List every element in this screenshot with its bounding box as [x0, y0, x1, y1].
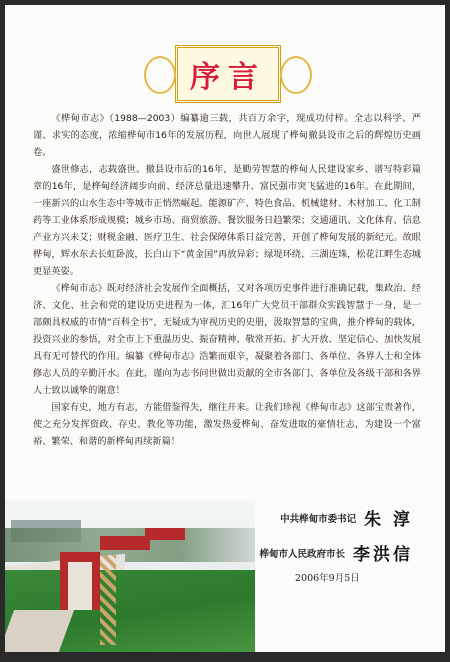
signer-role: 桦甸市人民政府市长	[259, 548, 345, 560]
signer-row	[213, 505, 413, 530]
red-sculpture-beam-far	[145, 528, 185, 540]
helix-sculpture	[100, 555, 116, 645]
preface-body	[33, 110, 421, 450]
signer-row	[213, 540, 413, 565]
signer-name: 李洪信	[353, 545, 413, 565]
preface-page	[5, 5, 445, 652]
red-sculpture-beam	[100, 536, 150, 550]
signer-role: 中共桦甸市委书记	[280, 513, 357, 525]
paragraph-1: 《桦甸市志》（1988—2003）编纂逾三载，共百万余字，现成功付梓。全志以科学、严谨、求实的态度，浓缩桦甸市16年的发展历程，向世人展现了桦甸撤县设市之后的辉煌历史画卷。	[33, 113, 421, 158]
paragraph-3: 《桦甸市志》既对经济社会发展作全面概括，又对各项历史事件进行准确记载，集政治、经济、文化、社会和党的建设历史进程为一体，汇16年广大党员干部群众实践智慧于一身，是一部颇具权威的市情“百科全书”，无疑成为审视历史的史册，汲取智慧的宝典，推介桦甸的载体，投资兴业的参悟，对全市上下重温历史、振奋精神、敬常开拓、扩大开放、坚定信心、加快发展具有无可替代的作用。编纂《桦甸市志》浩繁而艰辛，凝聚着各部门、各单位、各界人士和全体修志人员的辛勤汗水。在此，谨向为志书问世做出贡献的全市各部门、各单位及各级干部和各界人士致以诚挚的谢意！	[33, 283, 421, 396]
signature-date: 2006年9月5日	[295, 573, 360, 584]
red-sculpture-frame	[60, 552, 100, 610]
paragraph-4: 国家有史，地方有志，方能借鉴得失，继往开来。让我们珍视《桦甸市志》这部宝贵著作，使之充分发挥资政、存史、教化等功能，激发热爱桦甸、奋发进取的豪情壮志，为建设一个富裕、繁荣、和谐的新桦甸再续新篇！	[33, 402, 421, 447]
title-ornament	[175, 45, 281, 103]
page-title: 序言	[190, 60, 266, 95]
signer-name: 朱 淳	[364, 510, 413, 530]
signature-block	[213, 505, 413, 575]
paragraph-2: 盛世修志，志载盛世。撤县设市后的16年，是勤劳智慧的桦甸人民建设家乡、谱写特彩篇章的16年，是桦甸经济阔步向前、经济总量迅速攀升、富民强市突飞猛进的16年。在此期间，一座新兴的山水生态中等城市正悄然崛起。能源矿产、特色食品、机械建材、木材加工、化工制药等工业体系形成规模；城乡市场、商贸旅游、餐饮服务日趋繁荣；交通通讯、文化体育、信息产业方兴未艾；财税金融、医疗卫生、社会保障体系日益完善，开创了桦甸发展的新纪元。故眼桦甸，辉水东去长虹卧波，长白山下“黄金国”再放异彩；绿堤环绕、三湖连珠，松花江畔生态城更显英姿。	[33, 164, 421, 277]
